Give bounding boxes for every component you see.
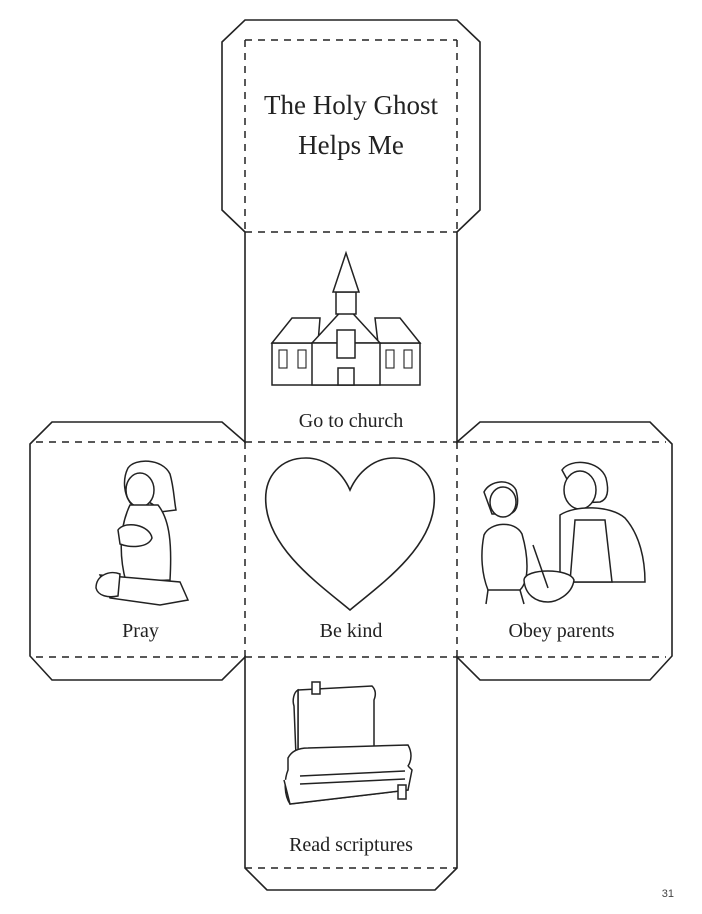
label-obey-parents: Obey parents — [508, 620, 615, 642]
label-go-to-church: Go to church — [298, 410, 404, 432]
label-pray: Pray — [122, 620, 159, 642]
title-line-1: The Holy Ghost — [264, 90, 438, 120]
title-line-2: Helps Me — [298, 130, 404, 160]
label-be-kind: Be kind — [319, 620, 383, 642]
label-read-scriptures: Read scriptures — [289, 834, 413, 856]
page-number: 31 — [661, 888, 674, 900]
church-icon — [272, 253, 420, 385]
heart-icon — [266, 458, 435, 610]
praying-girl-icon — [96, 461, 188, 605]
books-icon — [284, 682, 412, 804]
mother-child-icon — [482, 462, 645, 604]
